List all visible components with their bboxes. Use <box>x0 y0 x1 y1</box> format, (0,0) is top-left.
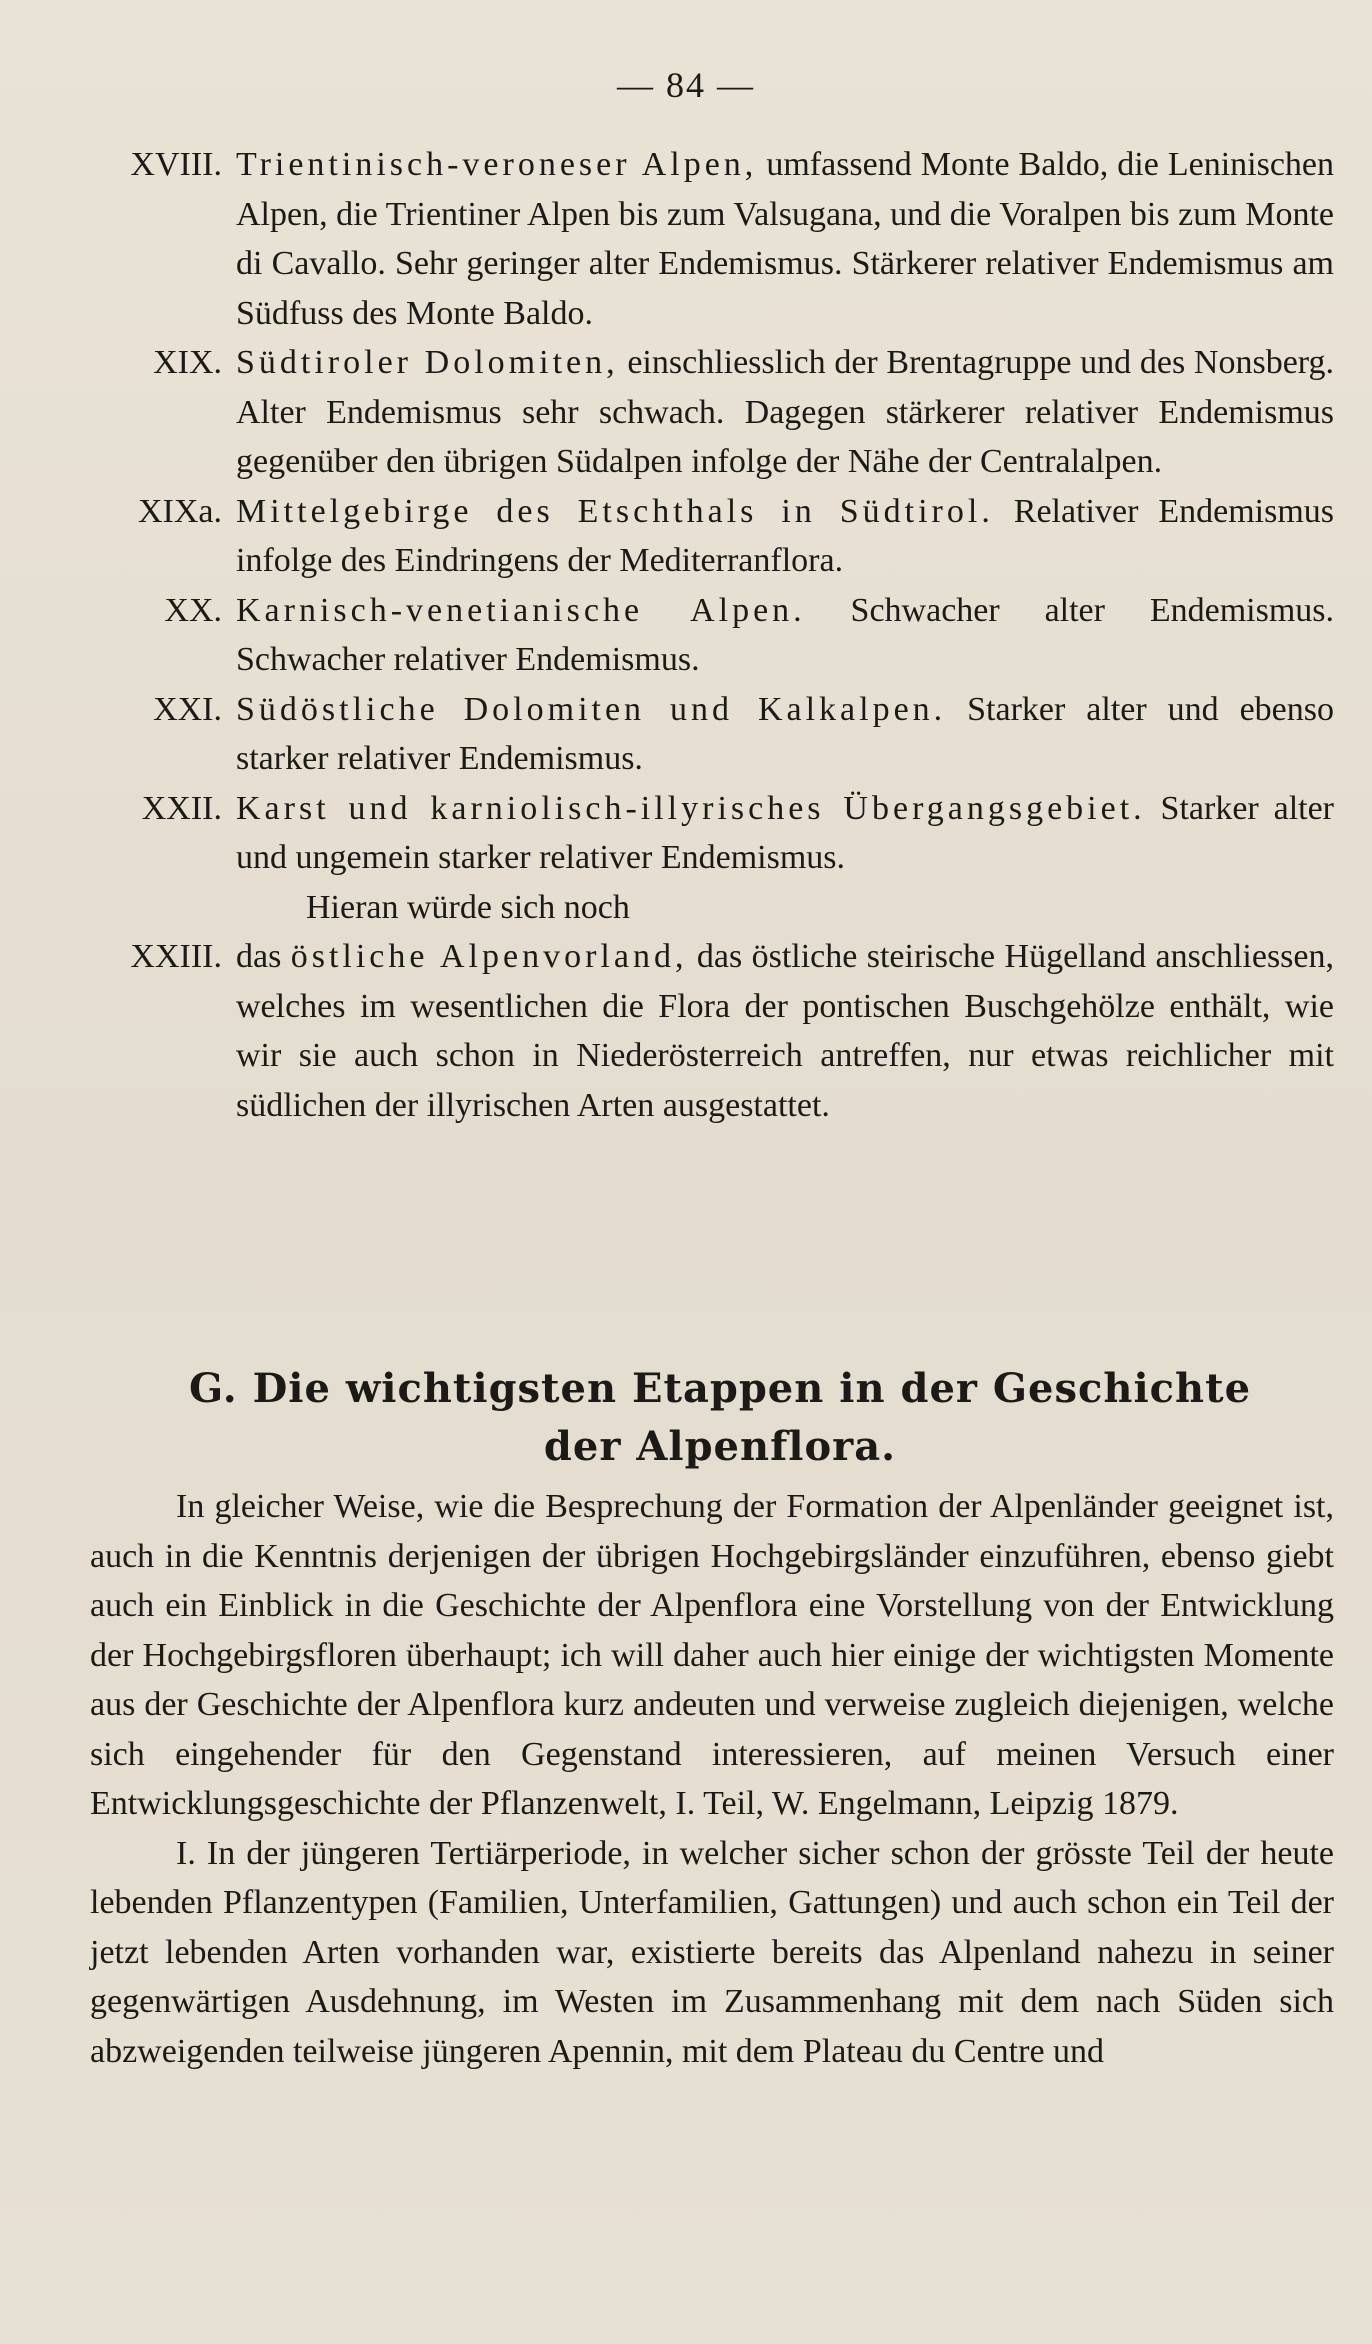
item-text: Relativer Endemismus infolge des Eindringens der Mediterranflora. <box>236 492 1334 579</box>
item-text: Starker alter und ungemein starker relativer Endemismus. <box>236 789 1334 876</box>
list-item <box>94 586 1334 685</box>
item-numeral: XXII. <box>141 789 222 827</box>
item-title: Karnisch-venetianische Alpen. <box>236 591 806 629</box>
item-numeral: XIXa. <box>137 492 222 530</box>
continuation-line: Hieran würde sich noch <box>306 888 630 926</box>
section-heading <box>100 1360 1340 1476</box>
region-list <box>94 140 1334 1130</box>
item-title: Südöstliche Dolomiten und Kalkalpen. <box>236 690 947 728</box>
body-text <box>90 1482 1334 2076</box>
heading-line-1: G. Die wichtigsten Etappen in der Geschichte <box>188 1365 1252 1412</box>
list-item: XXIII. das östliche Alpenvorland, das östliche steirische Hügelland anschliessen, welches im wesentlichen die Flora der pontischen Buschgehölze enthält, wie wir sie auch schon in Niederösterreich antreffen, nur etwas reichlicher mit südlichen der illyrischen Arten ausgestattet. <box>94 932 1334 1130</box>
item-numeral: XXI. <box>153 690 222 728</box>
item-title: Mittelgebirge des Etschthals in Südtirol. <box>236 492 994 530</box>
paragraph: I. In der jüngeren Tertiärperiode, in welcher sicher schon der grösste Teil der heute lebenden Pflanzentypen (Familien, Unterfamilien, Gattungen) und auch schon ein Teil der jetzt lebenden Arten vorhanden war, existierte bereits das Alpenland nahezu in seiner gegenwärtigen Ausdehnung, im Westen im Zusammenhang mit dem nach Süden sich abzweigenden teilweise jüngeren Apennin, mit dem Plateau du Centre und <box>90 1834 1334 2070</box>
heading-line-2: der Alpenflora. <box>543 1423 897 1470</box>
item-numeral: XVIII. <box>130 146 222 183</box>
item-title: Südtiroler Dolomiten, <box>236 344 619 381</box>
item-numeral: XIX. <box>153 344 222 381</box>
item-text: das östliche steirische Hügelland anschliessen, welches im wesentlichen die Flora der pontischen Buschgehölze enthält, wie wir sie auch schon in Niederösterreich antreffen, nur etwas reichlicher mit südlichen der illyrischen Arten ausgestattet. <box>236 938 1335 1124</box>
item-text: Starker alter und ebenso starker relativer Endemismus. <box>236 690 1335 777</box>
list-item <box>94 487 1334 586</box>
list-item <box>94 784 1334 883</box>
list-item <box>94 140 1334 338</box>
paragraph: In gleicher Weise, wie die Besprechung der Formation der Alpenländer geeignet ist, auch in die Kenntnis derjenigen der übrigen Hochgebirgsländer einzuführen, ebenso giebt auch ein Einblick in die Geschichte der Alpenflora eine Vorstellung von der Entwicklung der Hochgebirgsfloren überhaupt; ich will daher auch hier einige der wichtigsten Momente aus der Geschichte der Alpenflora kurz andeuten und verweise zugleich diejenigen, welche sich eingehender für den Gegenstand interessieren, auf meinen Versuch einer Entwicklungsgeschichte der Pflanzenwelt, I. Teil, W. Engelmann, Leipzig 1879. <box>90 1488 1334 1822</box>
list-item <box>94 685 1334 784</box>
item-title: Karst und karniolisch-illyrisches Übergangsgebiet. <box>236 789 1146 827</box>
item-numeral: XXIII. <box>130 938 222 975</box>
page-number: — 84 — <box>617 65 755 105</box>
list-item <box>94 338 1334 487</box>
item-numeral: XX. <box>164 591 222 629</box>
item-title: Trientinisch-veroneser Alpen, <box>236 146 758 183</box>
item-text: Schwacher alter Endemismus. Schwacher relativer Endemismus. <box>236 591 1334 678</box>
item-title: östliche Alpenvorland, <box>290 938 688 975</box>
item-text: einschliesslich der Brentagruppe und des Nonsberg. Alter Endemismus sehr schwach. Dagegen stärkerer relativer Endemismus gegenüber den übrigen Südalpen infolge der Nähe der Centralalpen. <box>236 344 1334 480</box>
item-text: umfassend Monte Baldo, die Leninischen Alpen, die Trientiner Alpen bis zum Valsugana, und die Voralpen bis zum Monte di Cavallo. Sehr geringer alter Endemismus. Stärkerer relativer Endemismus am Südfuss des Monte Baldo. <box>236 146 1335 332</box>
